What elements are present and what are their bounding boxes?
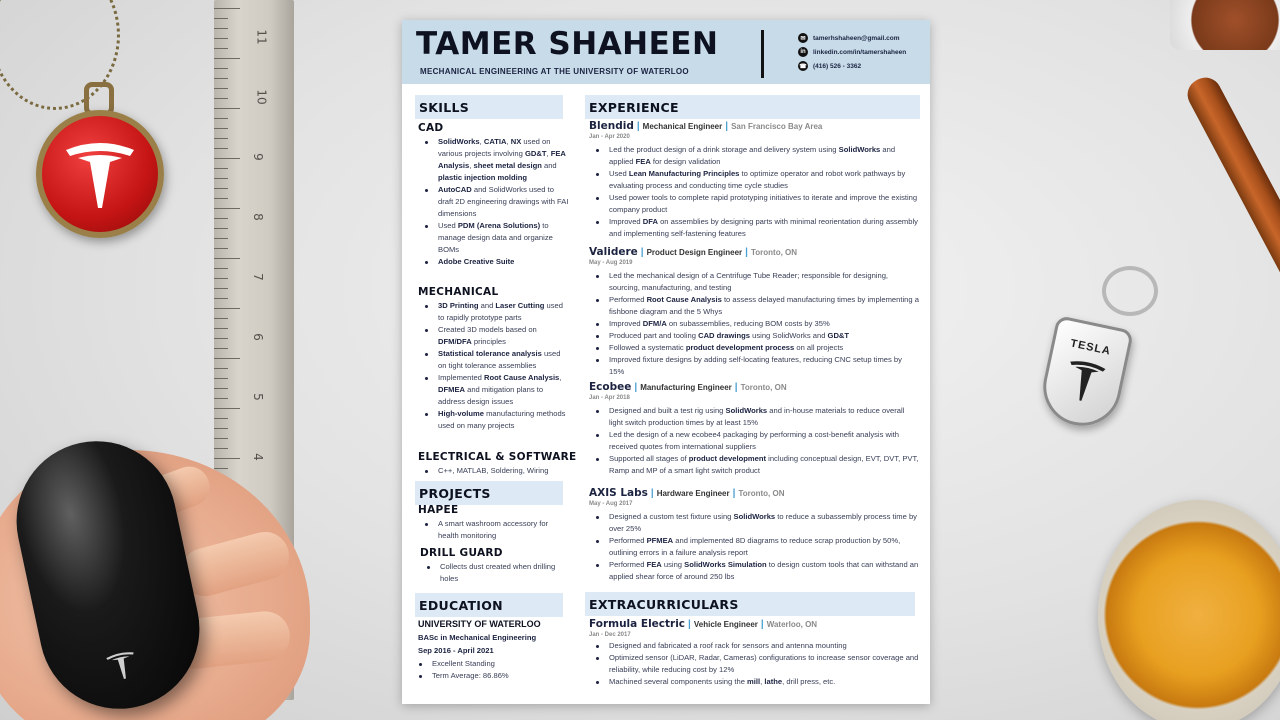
ruler-tick xyxy=(214,308,240,309)
tesla-logo-icon xyxy=(62,136,138,212)
ruler-tick xyxy=(214,198,228,199)
job-bullets xyxy=(589,144,919,240)
ruler-tick xyxy=(214,428,228,429)
tesla-logo-icon xyxy=(104,648,140,684)
list-item: Optimized sensor (LiDAR, Radar, Cameras) configurations to increase sensor coverage and reliability, while reducing cost by 12% xyxy=(589,652,919,676)
list-item: Statistical tolerance analysis used on tight tolerance assemblies xyxy=(418,348,570,372)
ruler-tick xyxy=(214,368,228,369)
list-item: Adobe Creative Suite xyxy=(418,256,570,268)
education-dates: Sep 2016 - April 2021 xyxy=(418,646,494,655)
list-item: Followed a systematic product development process on all projects xyxy=(589,342,919,354)
skills-cad-list xyxy=(418,136,570,268)
job-bullets xyxy=(589,405,919,477)
contact-email-text: tamerhshaheen@gmail.com xyxy=(813,34,900,42)
list-item: Designed and fabricated a roof rack for sensors and antenna mounting xyxy=(589,640,919,652)
ruler-tick xyxy=(214,88,228,89)
list-item: Used PDM (Arena Solutions) to manage design data and organize BOMs xyxy=(418,220,570,256)
list-item: Machined several components using the mill, lathe, drill press, etc. xyxy=(589,676,919,688)
phone-icon: ☎ xyxy=(798,61,808,71)
resume-name: TAMER SHAHEEN xyxy=(416,26,719,62)
ruler-tick xyxy=(214,278,228,279)
ruler-tick xyxy=(214,228,228,229)
project-list xyxy=(418,518,568,542)
section-education: EDUCATION xyxy=(415,593,563,617)
ruler-tick xyxy=(214,268,228,269)
ruler-number: 4 xyxy=(250,453,265,461)
skills-mechanical-title: MECHANICAL xyxy=(418,286,499,298)
ruler-tick xyxy=(214,258,240,259)
list-item: Excellent Standing xyxy=(412,658,562,670)
job-location: Toronto, ON xyxy=(740,383,787,392)
list-item: A smart washroom accessory for health monitoring xyxy=(418,518,568,542)
list-item: 3D Printing and Laser Cutting used to rapidly prototype parts xyxy=(418,300,570,324)
list-item: Used Lean Manufacturing Principles to optimize operator and robot work pathways by evaluating process and conducting time cycle studies xyxy=(589,168,919,192)
job-location: San Francisco Bay Area xyxy=(731,122,823,131)
ruler-tick xyxy=(214,328,228,329)
job-role: Mechanical Engineer xyxy=(642,122,723,131)
ruler-tick xyxy=(214,8,240,9)
education-school: UNIVERSITY OF WATERLOO xyxy=(418,619,541,629)
job-dates: Jan - Apr 2020 xyxy=(589,134,630,140)
key-ring xyxy=(1102,266,1158,316)
list-item: Performed PFMEA and implemented 8D diagrams to reduce scrap production by 50%, outlining errors in a failure analysis report xyxy=(589,535,919,559)
job-title-line: Blendid | Mechanical Engineer | San Francisco Bay Area xyxy=(589,120,823,132)
job-role: Manufacturing Engineer xyxy=(640,383,732,392)
list-item: Designed a custom test fixture using SolidWorks to reduce a subassembly process time by over 25% xyxy=(589,511,919,535)
list-item: Collects dust created when drilling holes xyxy=(420,561,570,585)
skills-mechanical-list xyxy=(418,300,570,432)
ruler-tick xyxy=(214,208,240,209)
ruler-tick xyxy=(214,288,228,289)
section-skills: SKILLS xyxy=(415,95,563,119)
resume-subtitle: MECHANICAL ENGINEERING AT THE UNIVERSITY OF WATERLOO xyxy=(420,67,689,76)
contact-phone-text: (416) 526 - 3362 xyxy=(813,62,862,70)
ruler-tick xyxy=(214,318,228,319)
list-item: Performed FEA using SolidWorks Simulation to design custom tools that can withstand an applied shear force of around 250 lbs xyxy=(589,559,919,583)
job-bullets xyxy=(589,511,919,583)
job-title-line: Ecobee | Manufacturing Engineer | Toronto, ON xyxy=(589,381,787,393)
keytag-text: TESLA xyxy=(1069,337,1112,358)
ruler-tick xyxy=(214,68,228,69)
list-item: High-volume manufacturing methods used on many projects xyxy=(418,408,570,432)
ruler-tick xyxy=(214,218,228,219)
ruler-tick xyxy=(214,348,228,349)
ruler-tick xyxy=(214,398,228,399)
ruler-tick xyxy=(214,98,228,99)
job-title-line: Validere | Product Design Engineer | Toronto, ON xyxy=(589,246,798,258)
contact-phone xyxy=(798,61,861,71)
list-item: Performed Root Cause Analysis to assess delayed manufacturing times by implementing a fishbone diagram and the 5 Whys xyxy=(589,294,919,318)
job-title-line: AXIS Labs | Hardware Engineer | Toronto, ON xyxy=(589,487,785,499)
ruler-tick xyxy=(214,388,228,389)
list-item: Improved DFM/A on subassemblies, reducing BOM costs by 35% xyxy=(589,318,919,330)
ruler-tick xyxy=(214,108,240,109)
contact-linkedin xyxy=(798,47,906,57)
list-item: Supported all stages of product development including conceptual design, EVT, DVT, PVT, Ramp and MP of a smart light switch product xyxy=(589,453,919,477)
skills-electrical-list xyxy=(418,465,578,477)
ruler-number: 6 xyxy=(250,333,265,341)
list-item: SolidWorks, CATIA, NX used on various projects involving GD&T, FEA Analysis, sheet metal design and plastic injection molding xyxy=(418,136,570,184)
list-item: Term Average: 86.86% xyxy=(412,670,562,682)
ruler-tick xyxy=(214,38,228,39)
job-company: Blendid xyxy=(589,120,634,132)
job-company: AXIS Labs xyxy=(589,487,648,499)
list-item: Designed and built a test rig using SolidWorks and in-house materials to reduce overall light switch production times by at least 15% xyxy=(589,405,919,429)
list-item: Improved fixture designs by adding self-locating features, reducing CNC setup times by 15% xyxy=(589,354,919,378)
job-dates: Jan - Apr 2018 xyxy=(589,395,630,401)
list-item: Improved DFA on assemblies by designing parts with minimal reorientation during assembly and implementing self-fastening features xyxy=(589,216,919,240)
skills-cad-title: CAD xyxy=(418,122,444,134)
contact-email xyxy=(798,33,900,43)
section-extracurriculars: EXTRACURRICULARS xyxy=(585,592,915,616)
section-experience: EXPERIENCE xyxy=(585,95,920,119)
list-item: Produced part and tooling CAD drawings using SolidWorks and GD&T xyxy=(589,330,919,342)
job-title-line: Formula Electric | Vehicle Engineer | Waterloo, ON xyxy=(589,618,818,630)
job-dates: May - Aug 2017 xyxy=(589,501,633,507)
ruler-tick xyxy=(214,178,228,179)
job-bullets xyxy=(589,640,919,688)
project-title: HAPEE xyxy=(418,504,459,516)
education-degree: BASc in Mechanical Engineering xyxy=(418,633,537,642)
ruler-tick xyxy=(214,298,228,299)
ruler-tick xyxy=(214,188,228,189)
ruler-tick xyxy=(214,28,228,29)
project-list xyxy=(420,561,570,585)
job-company: Validere xyxy=(589,246,638,258)
job-location: Waterloo, ON xyxy=(766,620,818,629)
ruler-tick xyxy=(214,238,228,239)
ruler-tick xyxy=(214,168,228,169)
ruler-tick xyxy=(214,48,228,49)
list-item: Led the mechanical design of a Centrifuge Tube Reader; responsible for designing, sourcing, manufacturing, and testing xyxy=(589,270,919,294)
resume-page xyxy=(402,20,930,704)
list-item: AutoCAD and SolidWorks used to draft 2D engineering drawings with FAI dimensions xyxy=(418,184,570,220)
resume-header xyxy=(402,20,930,84)
ruler-number: 7 xyxy=(250,273,265,281)
ruler-tick xyxy=(214,338,228,339)
ruler-tick xyxy=(214,18,228,19)
skills-electrical-title: ELECTRICAL & SOFTWARE xyxy=(418,451,577,463)
list-item: C++, MATLAB, Soldering, Wiring xyxy=(418,465,578,477)
ruler-number: 8 xyxy=(250,213,265,221)
job-company: Ecobee xyxy=(589,381,632,393)
tesla-logo-icon xyxy=(1060,355,1108,406)
ruler-tick xyxy=(214,58,240,59)
job-dates: May - Aug 2019 xyxy=(589,260,633,266)
ruler-tick xyxy=(214,128,228,129)
job-location: Toronto, ON xyxy=(750,248,798,257)
job-company: Formula Electric xyxy=(589,618,686,630)
contact-linkedin-text: linkedin.com/in/tamershaheen xyxy=(813,48,907,56)
ruler-tick xyxy=(214,248,228,249)
job-dates: Jan - Dec 2017 xyxy=(589,632,631,638)
project-title: DRILL GUARD xyxy=(420,547,503,559)
section-projects: PROJECTS xyxy=(415,481,563,505)
list-item: Used power tools to complete rapid prototyping initiatives to iterate and improve the existing company product xyxy=(589,192,919,216)
email-icon: ✉ xyxy=(798,33,808,43)
list-item: Led the product design of a drink storage and delivery system using SolidWorks and applied FEA for design validation xyxy=(589,144,919,168)
ruler-tick xyxy=(214,418,228,419)
ruler-tick xyxy=(214,358,240,359)
ruler-number: 10 xyxy=(254,89,269,105)
linkedin-icon: in xyxy=(798,47,808,57)
ruler-tick xyxy=(214,378,228,379)
job-role: Product Design Engineer xyxy=(646,248,743,257)
ruler-tick xyxy=(214,78,228,79)
ruler-tick xyxy=(214,438,228,439)
education-list xyxy=(412,658,562,682)
job-bullets xyxy=(589,270,919,378)
list-item: Implemented Root Cause Analysis, DFMEA and mitigation plans to address design issues xyxy=(418,372,570,408)
tesla-pendant xyxy=(36,110,164,238)
ruler-number: 11 xyxy=(254,29,269,45)
ruler-tick xyxy=(214,118,228,119)
ruler-tick xyxy=(214,138,228,139)
ruler-tick xyxy=(214,458,240,459)
ruler-number: 9 xyxy=(250,153,265,161)
header-divider xyxy=(761,30,764,78)
ruler-tick xyxy=(214,148,228,149)
job-location: Toronto, ON xyxy=(738,489,785,498)
job-role: Vehicle Engineer xyxy=(693,620,758,629)
spice-dish xyxy=(1170,0,1280,50)
list-item: Led the design of a new ecobee4 packaging by performing a cost-benefit analysis with received quotes from international suppliers xyxy=(589,429,919,453)
ruler-tick xyxy=(214,468,228,469)
ruler-number: 5 xyxy=(250,393,265,401)
ruler-tick xyxy=(214,448,228,449)
ruler-tick xyxy=(214,408,240,409)
ruler-tick xyxy=(214,158,240,159)
job-role: Hardware Engineer xyxy=(656,489,730,498)
list-item: Created 3D models based on DFM/DFA principles xyxy=(418,324,570,348)
